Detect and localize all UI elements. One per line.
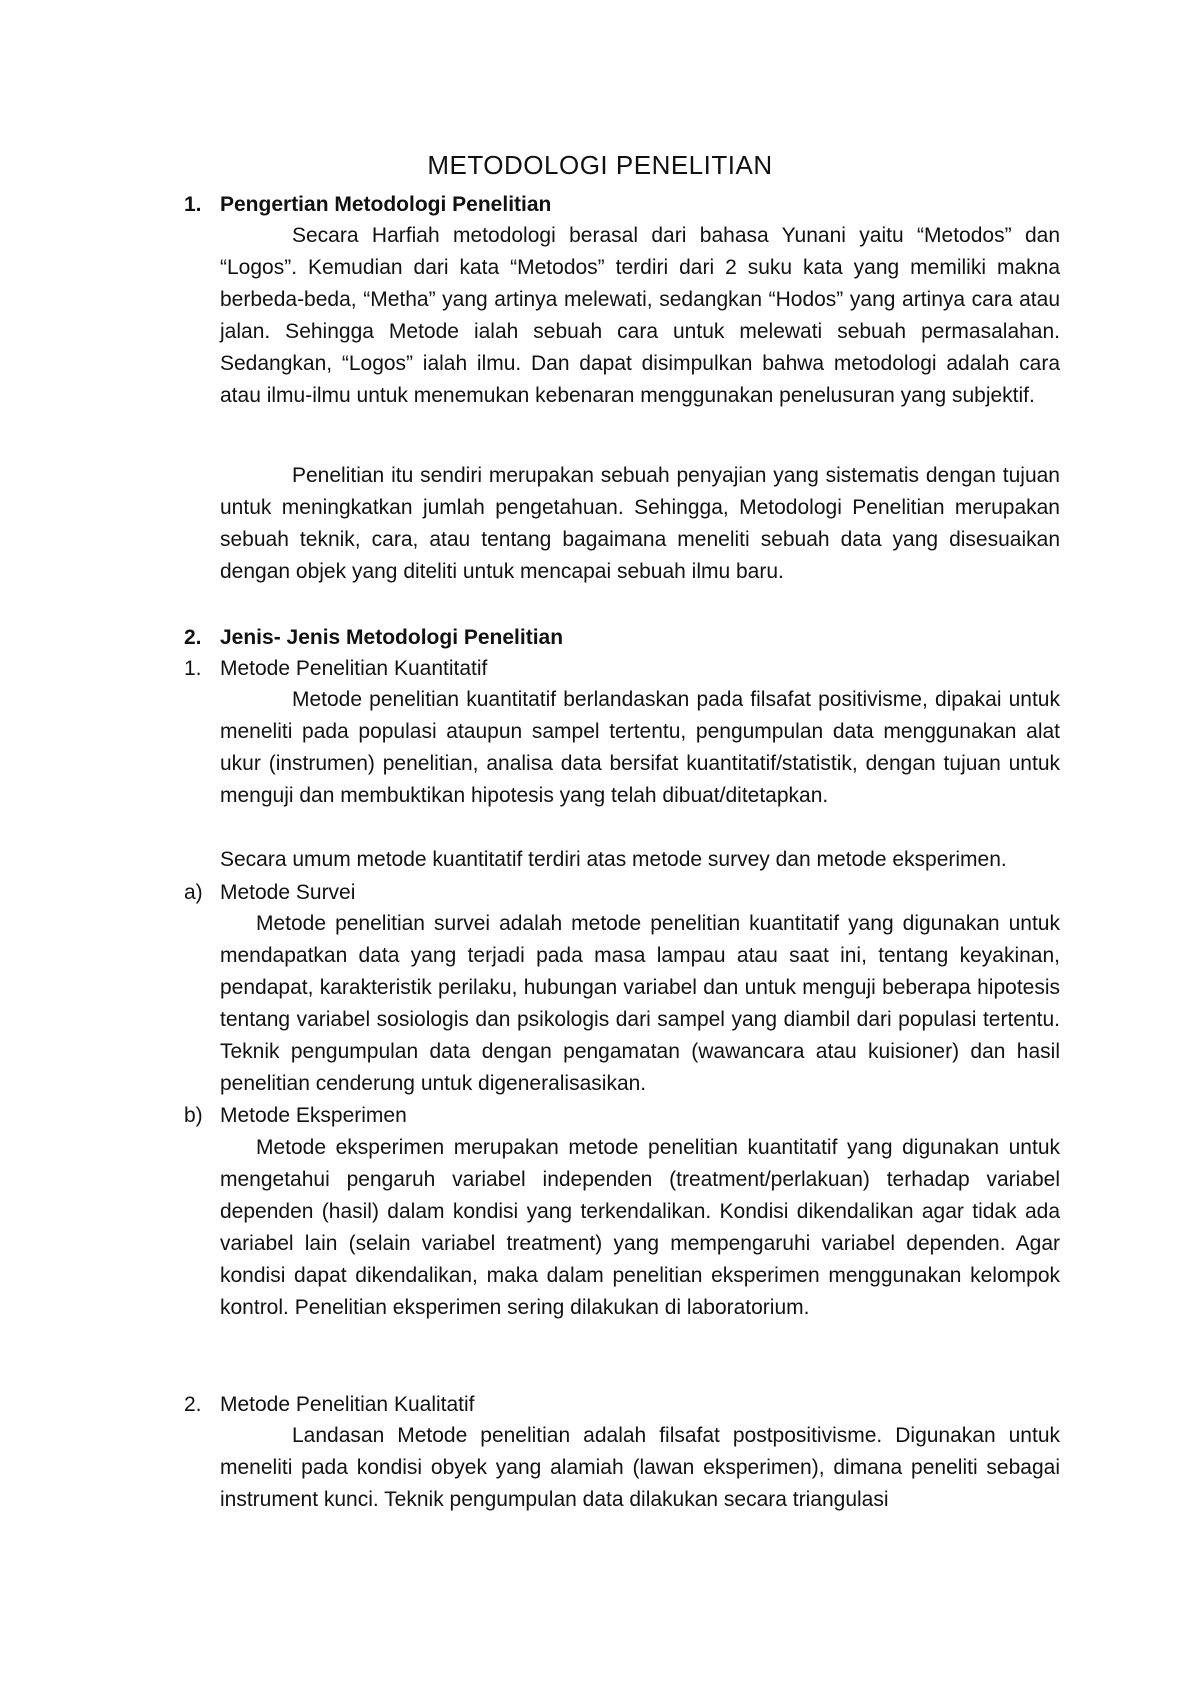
section-2-number: 2. <box>184 626 202 649</box>
subsection-kuantitatif-paragraph-1: Metode penelitian kuantitatif berlandaskan pada filsafat positivisme, dipakai untuk meneliti pada populasi ataupun sampel tertentu, pengumpulan data menggunakan alat ukur (instrumen) penelitian, analisa data bersifat kuantitatif/statistik, dengan tujuan untuk menguji dan membuktikan hipotesis yang telah dibuat/ditetapkan. <box>220 688 1060 807</box>
subsection-survei-label: a) <box>184 881 203 904</box>
subsection-survei-heading <box>184 879 355 907</box>
subsection-kualitatif-number: 2. <box>184 1393 202 1416</box>
subsection-kualitatif-paragraph: Landasan Metode penelitian adalah filsafat postpositivisme. Digunakan untuk meneliti pada kondisi obyek yang alamiah (lawan eksperimen), dimana peneliti sebagai instrument kunci. Teknik pengumpulan data dilakukan secara triangulasi <box>220 1424 1060 1511</box>
subsection-kuantitatif-paragraph-2: Secara umum metode kuantitatif terdiri atas metode survey dan metode eksperimen. <box>220 848 1007 871</box>
subsection-eksperimen-paragraph: Metode eksperimen merupakan metode penelitian kuantitatif yang digunakan untuk mengetahui pengaruh variabel independen (treatment/perlakuan) terhadap variabel dependen (hasil) dalam kondisi yang terkendalikan. Kondisi dikendalikan agar tidak ada variabel lain (selain variabel treatment) yang mempengaruhi variabel dependen. Agar kondisi dapat dikendalikan, maka dalam penelitian eksperimen menggunakan kelompok kontrol. Penelitian eksperimen sering dilakukan di laboratorium. <box>220 1136 1060 1319</box>
section-1-heading <box>184 191 551 219</box>
subsection-eksperimen-label: b) <box>184 1104 203 1127</box>
section-1-paragraph-1: Secara Harfiah metodologi berasal dari bahasa Yunani yaitu “Metodos” dan “Logos”. Kemudian dari kata “Metodos” terdiri dari 2 suku kata yang memiliki makna berbeda-beda, “Metha” yang artinya melewati, sedangkan “Hodos” yang artinya cara atau jalan. Sehingga Metode ialah sebuah cara untuk melewati sebuah permasalahan. Sedangkan, “Logos” ialah ilmu. Dan dapat disimpulkan bahwa metodologi adalah cara atau ilmu-ilmu untuk menemukan kebenaran menggunakan penelusuran yang subjektif. <box>220 224 1060 407</box>
section-2-title: Jenis- Jenis Metodologi Penelitian <box>220 626 564 649</box>
subsection-eksperimen-title: Metode Eksperimen <box>220 1104 407 1127</box>
subsection-kuantitatif-number: 1. <box>184 657 202 680</box>
subsection-kualitatif-title: Metode Penelitian Kualitatif <box>220 1393 475 1416</box>
subsection-eksperimen-heading <box>184 1102 407 1130</box>
subsection-survei-paragraph: Metode penelitian survei adalah metode penelitian kuantitatif yang digunakan untuk mendapatkan data yang terjadi pada masa lampau atau saat ini, tentang keyakinan, pendapat, karakteristik perilaku, hubungan variabel dan untuk menguji beberapa hipotesis tentang variabel sosiologis dan psikologis dari sampel yang diambil dari populasi tertentu. Teknik pengumpulan data dengan pengamatan (wawancara atau kuisioner) dan hasil penelitian cenderung untuk digeneralisasikan. <box>220 912 1060 1095</box>
section-1-title: Pengertian Metodologi Penelitian <box>220 193 552 216</box>
subsection-kualitatif-heading <box>184 1391 475 1419</box>
subsection-survei-title: Metode Survei <box>220 881 356 904</box>
subsection-kuantitatif-title: Metode Penelitian Kuantitatif <box>220 657 488 680</box>
section-1-paragraph-2: Penelitian itu sendiri merupakan sebuah penyajian yang sistematis dengan tujuan untuk meningkatkan jumlah pengetahuan. Sehingga, Metodologi Penelitian merupakan sebuah teknik, cara, atau tentang bagaimana meneliti sebuah data yang disesuaikan dengan objek yang diteliti untuk mencapai sebuah ilmu baru. <box>220 464 1060 583</box>
section-2-heading <box>184 624 563 652</box>
subsection-kuantitatif-heading <box>184 655 487 683</box>
section-1-number: 1. <box>184 193 202 216</box>
page-title: METODOLOGI PENELITIAN <box>427 150 773 180</box>
